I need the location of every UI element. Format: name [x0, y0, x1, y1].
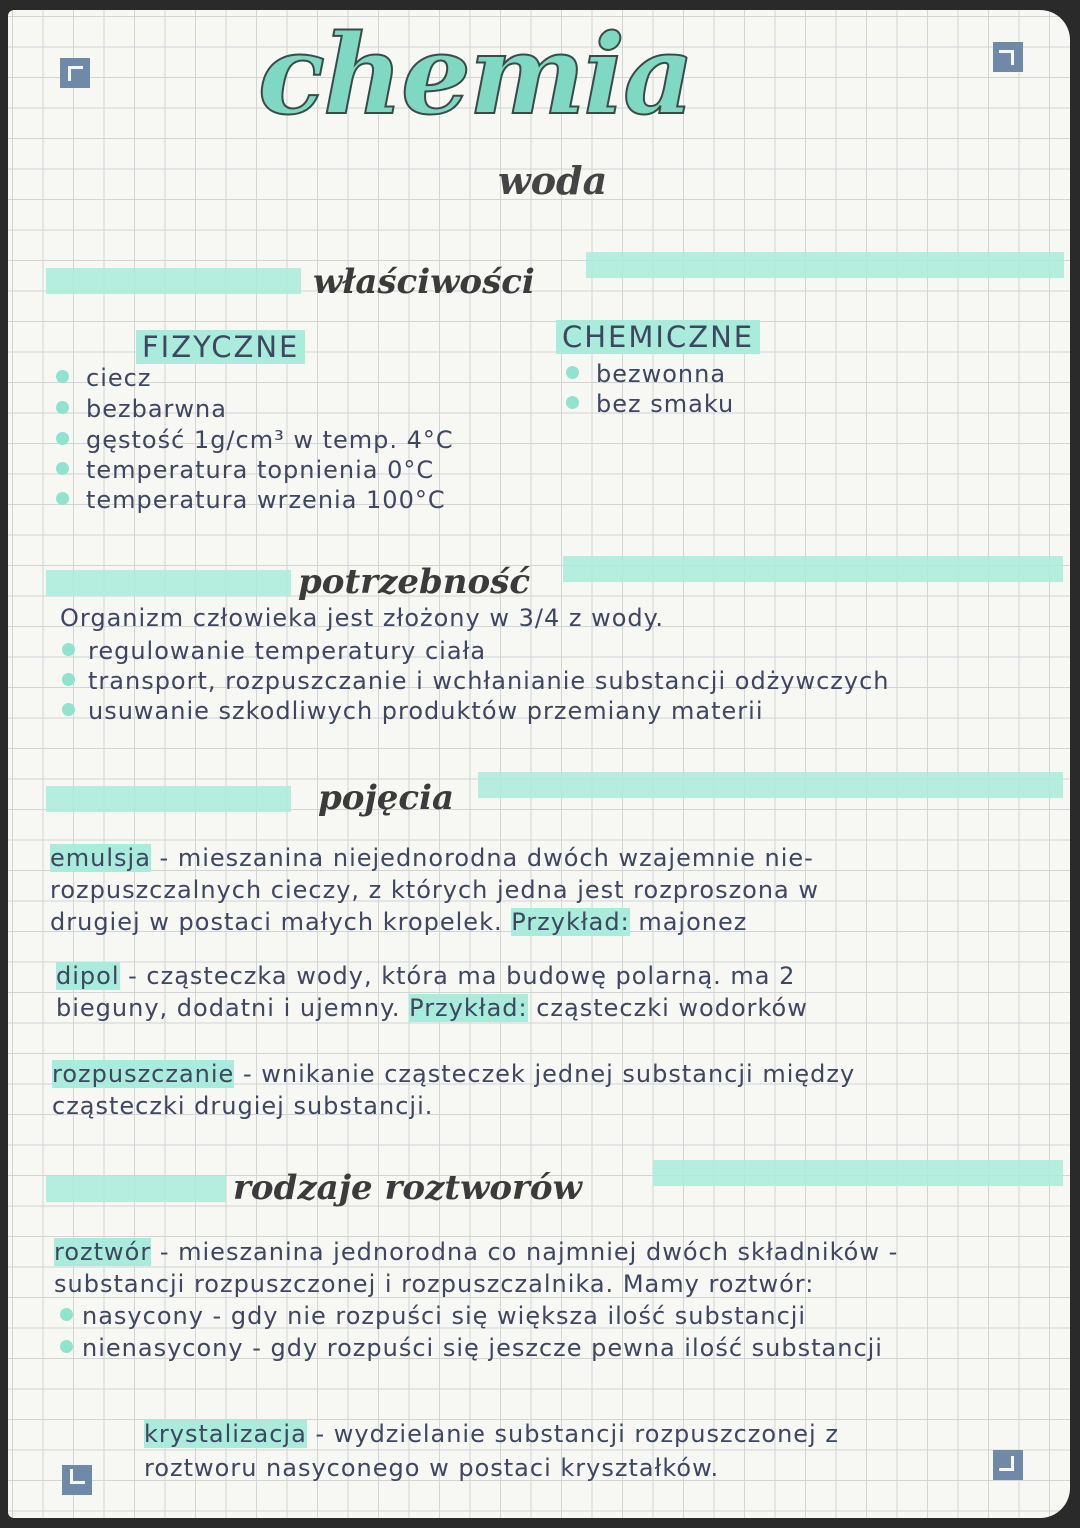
- list-item: bezbarwna: [86, 395, 227, 423]
- section-band: [46, 786, 291, 812]
- list-item: transport, rozpuszczanie i wchłanianie substancji odżywczych: [88, 667, 890, 695]
- section-band: [563, 556, 1063, 582]
- definition-line: roztworu nasyconego w postaci kryształków.: [144, 1454, 720, 1482]
- definition-text: - cząsteczka wody, która ma budowę polarną. ma 2: [119, 962, 796, 990]
- bullet-icon: [56, 370, 69, 383]
- bullet-icon: [60, 1340, 73, 1353]
- bullet-icon: [56, 401, 69, 414]
- corner-icon-bottom-right: [993, 1450, 1023, 1480]
- term-krystalizacja: krystalizacja: [144, 1420, 307, 1448]
- bullet-icon: [56, 432, 69, 445]
- list-item: nienasycony - gdy rozpuści się jeszcze pewna ilość substancji: [82, 1334, 883, 1362]
- section-band: [586, 252, 1064, 278]
- list-item: ciecz: [86, 364, 152, 392]
- section-heading-rodzaje: rodzaje roztworów: [233, 1168, 582, 1208]
- list-item: bez smaku: [596, 390, 735, 418]
- bullet-icon: [62, 673, 75, 686]
- definition-dipol: [56, 962, 795, 990]
- category-chemiczne: CHEMICZNE: [556, 320, 760, 354]
- term-roztwor: roztwór: [54, 1238, 152, 1266]
- list-item: gęstość 1g/cm³ w temp. 4°C: [86, 426, 454, 454]
- definition-line: [50, 908, 747, 936]
- definition-text: drugiej w postaci małych kropelek.: [50, 908, 512, 936]
- bullet-icon: [62, 643, 75, 656]
- section-band: [653, 1160, 1063, 1186]
- list-item: usuwanie szkodliwych produktów przemiany materii: [88, 697, 764, 725]
- corner-icon-bottom-left: [62, 1465, 92, 1495]
- bullet-icon: [56, 492, 69, 505]
- definition-text: - wydzielanie substancji rozpuszczonej z: [306, 1420, 839, 1448]
- bullet-icon: [566, 396, 579, 409]
- page-title: chemia: [258, 10, 693, 139]
- corner-icon-top-right: [993, 42, 1023, 72]
- definition-text: - wnikanie cząsteczek jednej substancji między: [234, 1060, 856, 1088]
- definition-line: substancji rozpuszczonej i rozpuszczalnika. Mamy roztwór:: [54, 1270, 815, 1298]
- definition-emulsja: [50, 844, 814, 872]
- section-heading-pojecia: pojęcia: [318, 778, 455, 818]
- example-label: Przykład:: [409, 994, 528, 1022]
- list-item: nasycony - gdy nie rozpuści się większa ilość substancji: [82, 1302, 807, 1330]
- notebook-page: [8, 10, 1070, 1518]
- definition-line: cząsteczki drugiej substancji.: [52, 1092, 434, 1120]
- definition-roztwor: [54, 1238, 898, 1266]
- section-band: [46, 570, 291, 596]
- list-item: temperatura wrzenia 100°C: [86, 486, 446, 514]
- example-text: cząsteczki wodorków: [527, 994, 808, 1022]
- section-band: [46, 268, 301, 294]
- section-heading-potrzebnosc: potrzebność: [298, 562, 531, 602]
- term-emulsja: emulsja: [50, 844, 151, 872]
- list-item: temperatura topnienia 0°C: [86, 456, 435, 484]
- example-label: Przykład:: [511, 908, 630, 936]
- bullet-icon: [566, 366, 579, 379]
- definition-text: - mieszanina niejednorodna dwóch wzajemnie nie-: [150, 844, 814, 872]
- bullet-icon: [56, 462, 69, 475]
- section-heading-wlasciwosci: właściwości: [313, 262, 535, 302]
- definition-line: [56, 994, 808, 1022]
- term-rozpuszczanie: rozpuszczanie: [52, 1060, 235, 1088]
- list-item: regulowanie temperatury ciała: [88, 637, 487, 665]
- example-text: majonez: [629, 908, 748, 936]
- page-subtitle: woda: [498, 158, 608, 203]
- definition-text: - mieszanina jednorodna co najmniej dwóch składników -: [151, 1238, 899, 1266]
- bullet-icon: [62, 703, 75, 716]
- definition-text: bieguny, dodatni i ujemny.: [56, 994, 410, 1022]
- term-dipol: dipol: [56, 962, 120, 990]
- category-fizyczne: FIZYCZNE: [136, 330, 305, 364]
- list-item: bezwonna: [596, 360, 727, 388]
- definition-rozpuszczanie: [52, 1060, 855, 1088]
- definition-krystalizacja: [144, 1420, 839, 1448]
- section-band: [478, 772, 1063, 798]
- corner-icon-top-left: [60, 58, 90, 88]
- intro-text: Organizm człowieka jest złożony w 3/4 z wody.: [60, 604, 665, 632]
- section-band: [46, 1176, 226, 1202]
- bullet-icon: [60, 1308, 73, 1321]
- definition-line: rozpuszczalnych cieczy, z których jedna jest rozproszona w: [50, 876, 820, 904]
